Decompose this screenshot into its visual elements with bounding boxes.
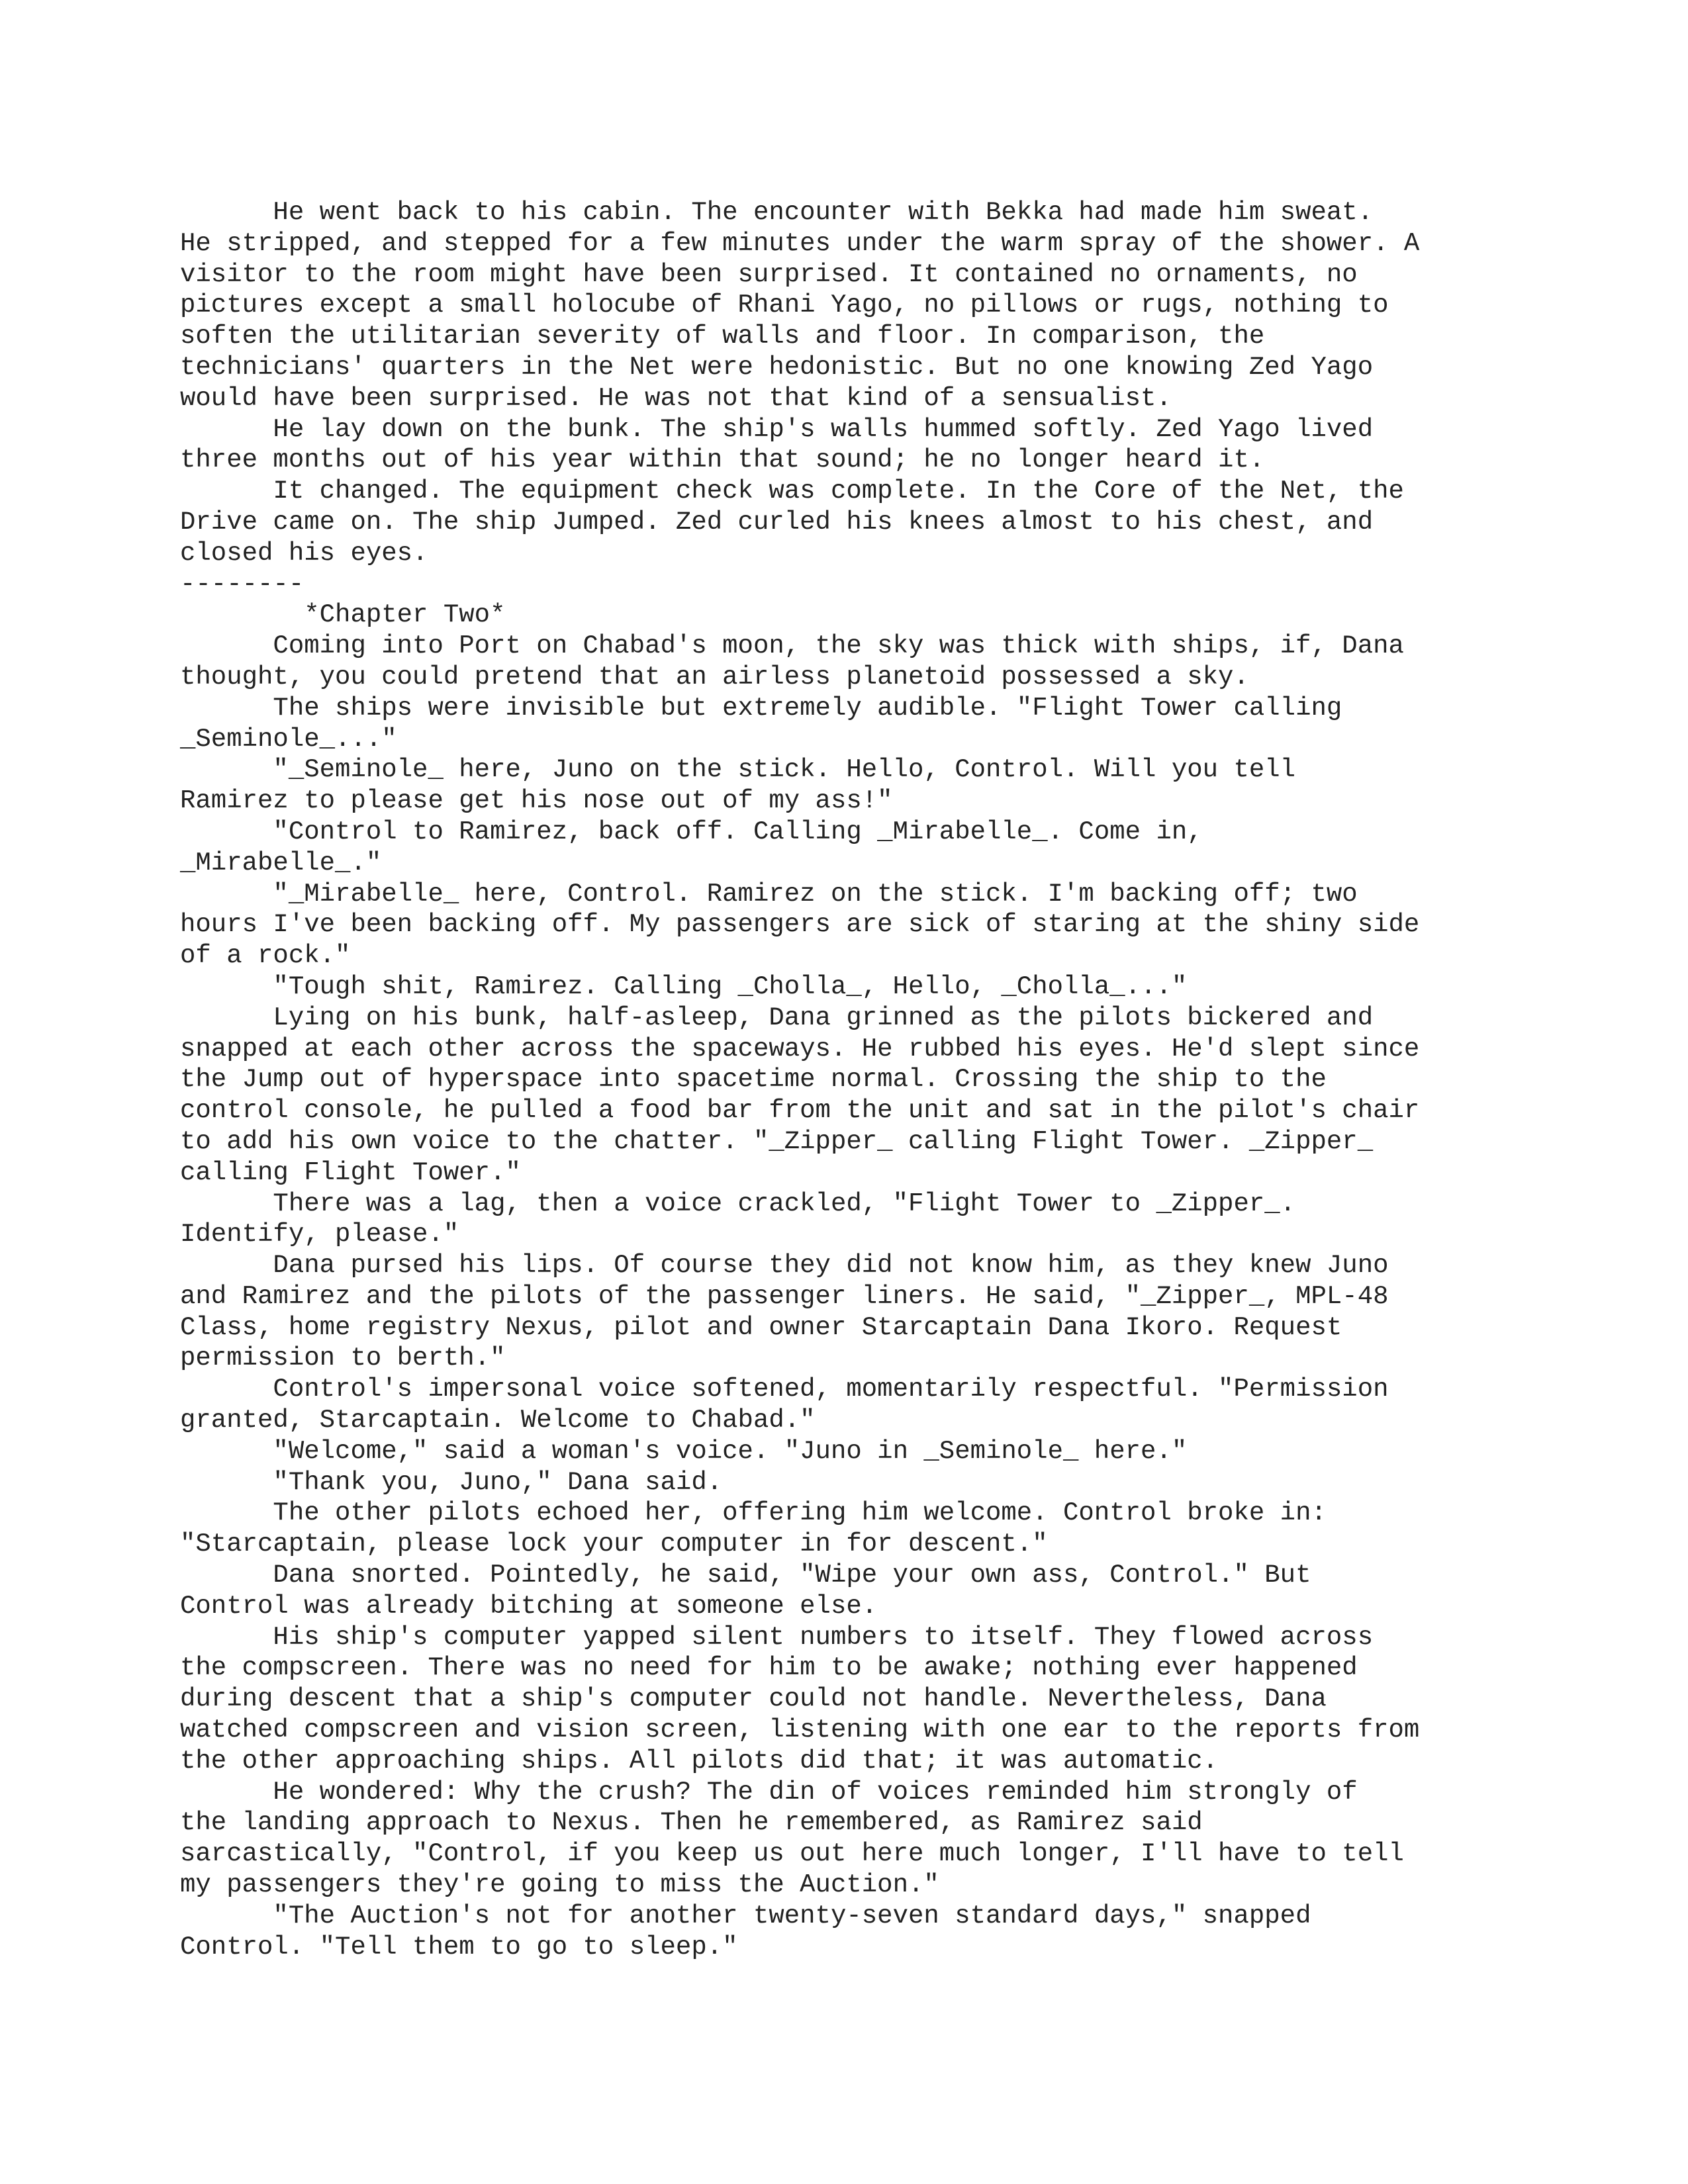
text-line: and Ramirez and the pilots of the passenger liners. He said, "_Zipper_, MPL-48 [180, 1281, 1389, 1311]
text-line: "_Mirabelle_ here, Control. Ramirez on the stick. I'm backing off; two [180, 879, 1358, 909]
text-line: "_Seminole_ here, Juno on the stick. Hello, Control. Will you tell [180, 755, 1296, 785]
text-line: "Thank you, Juno," Dana said. [180, 1467, 723, 1497]
text-line: His ship's computer yapped silent numbers to itself. They flowed across [180, 1622, 1374, 1652]
text-line: would have been surprised. He was not that kind of a sensualist. [180, 383, 1172, 413]
text-line: pictures except a small holocube of Rhani Yago, no pillows or rugs, nothing to [180, 291, 1389, 320]
text-line: There was a lag, then a voice crackled, "Flight Tower to _Zipper_. [180, 1189, 1296, 1218]
text-line: Coming into Port on Chabad's moon, the sky was thick with ships, if, Dana [180, 631, 1404, 661]
text-line: "Control to Ramirez, back off. Calling _Mirabelle_. Come in, [180, 817, 1203, 846]
text-line: "Tough shit, Ramirez. Calling _Cholla_, Hello, _Cholla_..." [180, 972, 1188, 1001]
text-line: Control's impersonal voice softened, momentarily respectful. "Permission [180, 1375, 1389, 1404]
text-line: "Starcaptain, please lock your computer in for descent." [180, 1529, 1048, 1559]
text-line: He wondered: Why the crush? The din of voices reminded him strongly of [180, 1777, 1358, 1807]
text-line: Ramirez to please get his nose out of my ass!" [180, 786, 893, 816]
text-line: _Seminole_..." [180, 724, 397, 754]
text-line: to add his own voice to the chatter. "_Zipper_ calling Flight Tower. _Zipper_ [180, 1126, 1374, 1156]
text-line: of a rock." [180, 941, 351, 971]
text-line: soften the utilitarian severity of walls and floor. In comparison, the [180, 322, 1265, 351]
text-line: the other approaching ships. All pilots did that; it was automatic. [180, 1746, 1219, 1776]
text-line: thought, you could pretend that an airless planetoid possessed a sky. [180, 662, 1249, 692]
text-line: Lying on his bunk, half-asleep, Dana grinned as the pilots bickered and [180, 1003, 1374, 1032]
text-line: three months out of his year within that sound; he no longer heard it. [180, 445, 1265, 475]
text-line: Dana pursed his lips. Of course they did not know him, as they knew Juno [180, 1251, 1389, 1281]
text-line: "Welcome," said a woman's voice. "Juno in _Seminole_ here." [180, 1436, 1188, 1466]
text-line: The other pilots echoed her, offering him welcome. Control broke in: [180, 1498, 1327, 1528]
text-line: Control. "Tell them to go to sleep." [180, 1932, 738, 1962]
text-line: He stripped, and stepped for a few minutes under the warm spray of the shower. A [180, 228, 1420, 258]
text-line: control console, he pulled a food bar from the unit and sat in the pilot's chair [180, 1096, 1420, 1126]
text-line: It changed. The equipment check was complete. In the Core of the Net, the [180, 477, 1404, 506]
text-line: visitor to the room might have been surprised. It contained no ornaments, no [180, 259, 1358, 289]
text-line: closed his eyes. [180, 538, 428, 568]
text-line: The ships were invisible but extremely audible. "Flight Tower calling [180, 693, 1342, 723]
text-line: my passengers they're going to miss the Auction." [180, 1870, 939, 1900]
text-line: snapped at each other across the spaceways. He rubbed his eyes. He'd slept since [180, 1034, 1420, 1064]
text-line: permission to berth." [180, 1343, 506, 1373]
text-line: _Mirabelle_." [180, 848, 382, 878]
text-line: Drive came on. The ship Jumped. Zed curled his knees almost to his chest, and [180, 507, 1374, 537]
text-line: during descent that a ship's computer could not handle. Nevertheless, Dana [180, 1684, 1327, 1714]
section-divider: -------- [180, 569, 305, 599]
text-line: Control was already bitching at someone else. [180, 1591, 878, 1621]
text-line: calling Flight Tower." [180, 1158, 521, 1187]
text-line: hours I've been backing off. My passengers are sick of staring at the shiny side [180, 910, 1420, 940]
text-line: the Jump out of hyperspace into spacetime normal. Crossing the ship to the [180, 1065, 1327, 1095]
text-line: sarcastically, "Control, if you keep us out here much longer, I'll have to tell [180, 1839, 1404, 1869]
chapter-heading: *Chapter Two* [180, 600, 506, 630]
text-line: technicians' quarters in the Net were hedonistic. But no one knowing Zed Yago [180, 352, 1374, 382]
text-line: the landing approach to Nexus. Then he remembered, as Ramirez said [180, 1808, 1203, 1838]
text-line: He lay down on the bunk. The ship's walls hummed softly. Zed Yago lived [180, 414, 1374, 444]
text-line: Identify, please." [180, 1220, 459, 1250]
text-line: granted, Starcaptain. Welcome to Chabad." [180, 1406, 816, 1435]
text-line: He went back to his cabin. The encounter with Bekka had made him sweat. [180, 198, 1374, 227]
text-line: "The Auction's not for another twenty-seven standard days," snapped [180, 1901, 1311, 1931]
text-line: the compscreen. There was no need for him to be awake; nothing ever happened [180, 1653, 1358, 1683]
document-page [180, 197, 1688, 1962]
text-line: watched compscreen and vision screen, listening with one ear to the reports from [180, 1715, 1420, 1745]
text-line: Class, home registry Nexus, pilot and owner Starcaptain Dana Ikoro. Request [180, 1312, 1342, 1342]
text-line: Dana snorted. Pointedly, he said, "Wipe your own ass, Control." But [180, 1561, 1311, 1590]
